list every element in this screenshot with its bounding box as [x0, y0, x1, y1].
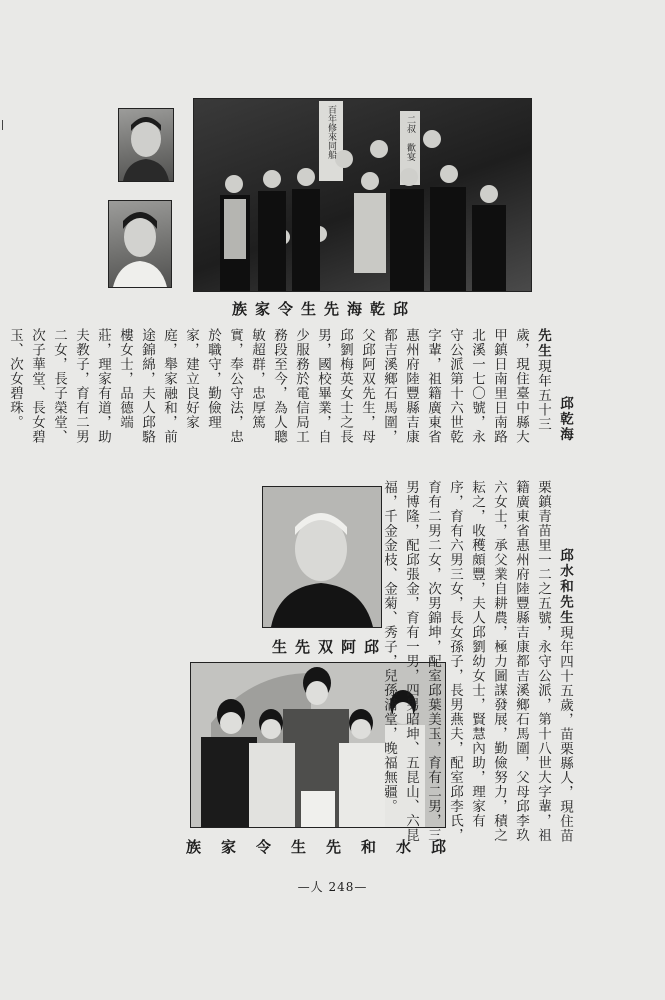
portrait-photo-young-man-1 — [118, 108, 174, 182]
portrait-photo-young-man-2 — [108, 200, 172, 288]
caption-qiu-qianhai-family: 邱乾海先生令家族 — [232, 300, 417, 318]
photo-sign-left: 百年修來同船 — [326, 105, 336, 159]
caption-qiu-shuihe-family: 邱水和先生令家族 — [186, 838, 467, 856]
family-photo-qiu-qianhai — [193, 98, 532, 292]
photo-sign-right: 二叔 歡宴 — [405, 115, 415, 161]
page-number: —人 248— — [297, 880, 368, 894]
heading-qiu-shuihe: 邱水和先生 — [557, 548, 573, 626]
heading-qiu-qianhai: 邱乾海先生 — [535, 328, 573, 443]
text-block-qiu-shuihe-columns — [381, 480, 598, 852]
caption-qiu-ashuang: 邱阿双先生 — [272, 638, 388, 656]
binding-mark — [2, 120, 7, 130]
text-block-qiu-qianhai — [7, 328, 598, 446]
body-qiu-shuihe: 現年四十五歲，苗栗縣人，現住苗栗鎮青苗里一二之五號，永守公派，第十八世大字輩，祖籍廣東省惠州府陸豐縣吉康都吉溪鄉石馬圍，父母邱李玖六女士，承父業自耕農，極力圖謀發展，勤儉努力，積之耘之，收穫頗豐，夫人邱劉幼女士，賢慧內助，理家有序，育有六男三女，長女孫子，長男燕夫，配室邱李氏，育有二男二女，次男錦坤，配室邱葉美玉，育有二男，三男博隆，配邱張金，育有一男，四男昭坤、五昆山、六昆福，千金金枝、金菊、秀子，兒孫滿堂，晚福無疆。 — [381, 480, 573, 843]
body-qiu-qianhai: 現年五十三歲，現住臺中縣大甲鎮日南里日南路北溪一七〇號，永守公派第十六世乾字輩，祖籍廣東省惠州府陸豐縣吉康都吉溪鄉石馬圍，父邱阿双先生，母邱劉梅英女士之長男，國校畢業，自少服務於電信局工務段至今，為人聰敏超群，忠厚篤實，奉公守法，忠於職守，勤儉理家，建立良好家庭，舉家融和，前途錦綿，夫人邱駱樓女士，品德端莊，理家有道，助夫教子，育有二男二女，長子榮堂、次子華堂、長女碧玉、次女碧珠。 — [7, 328, 551, 444]
